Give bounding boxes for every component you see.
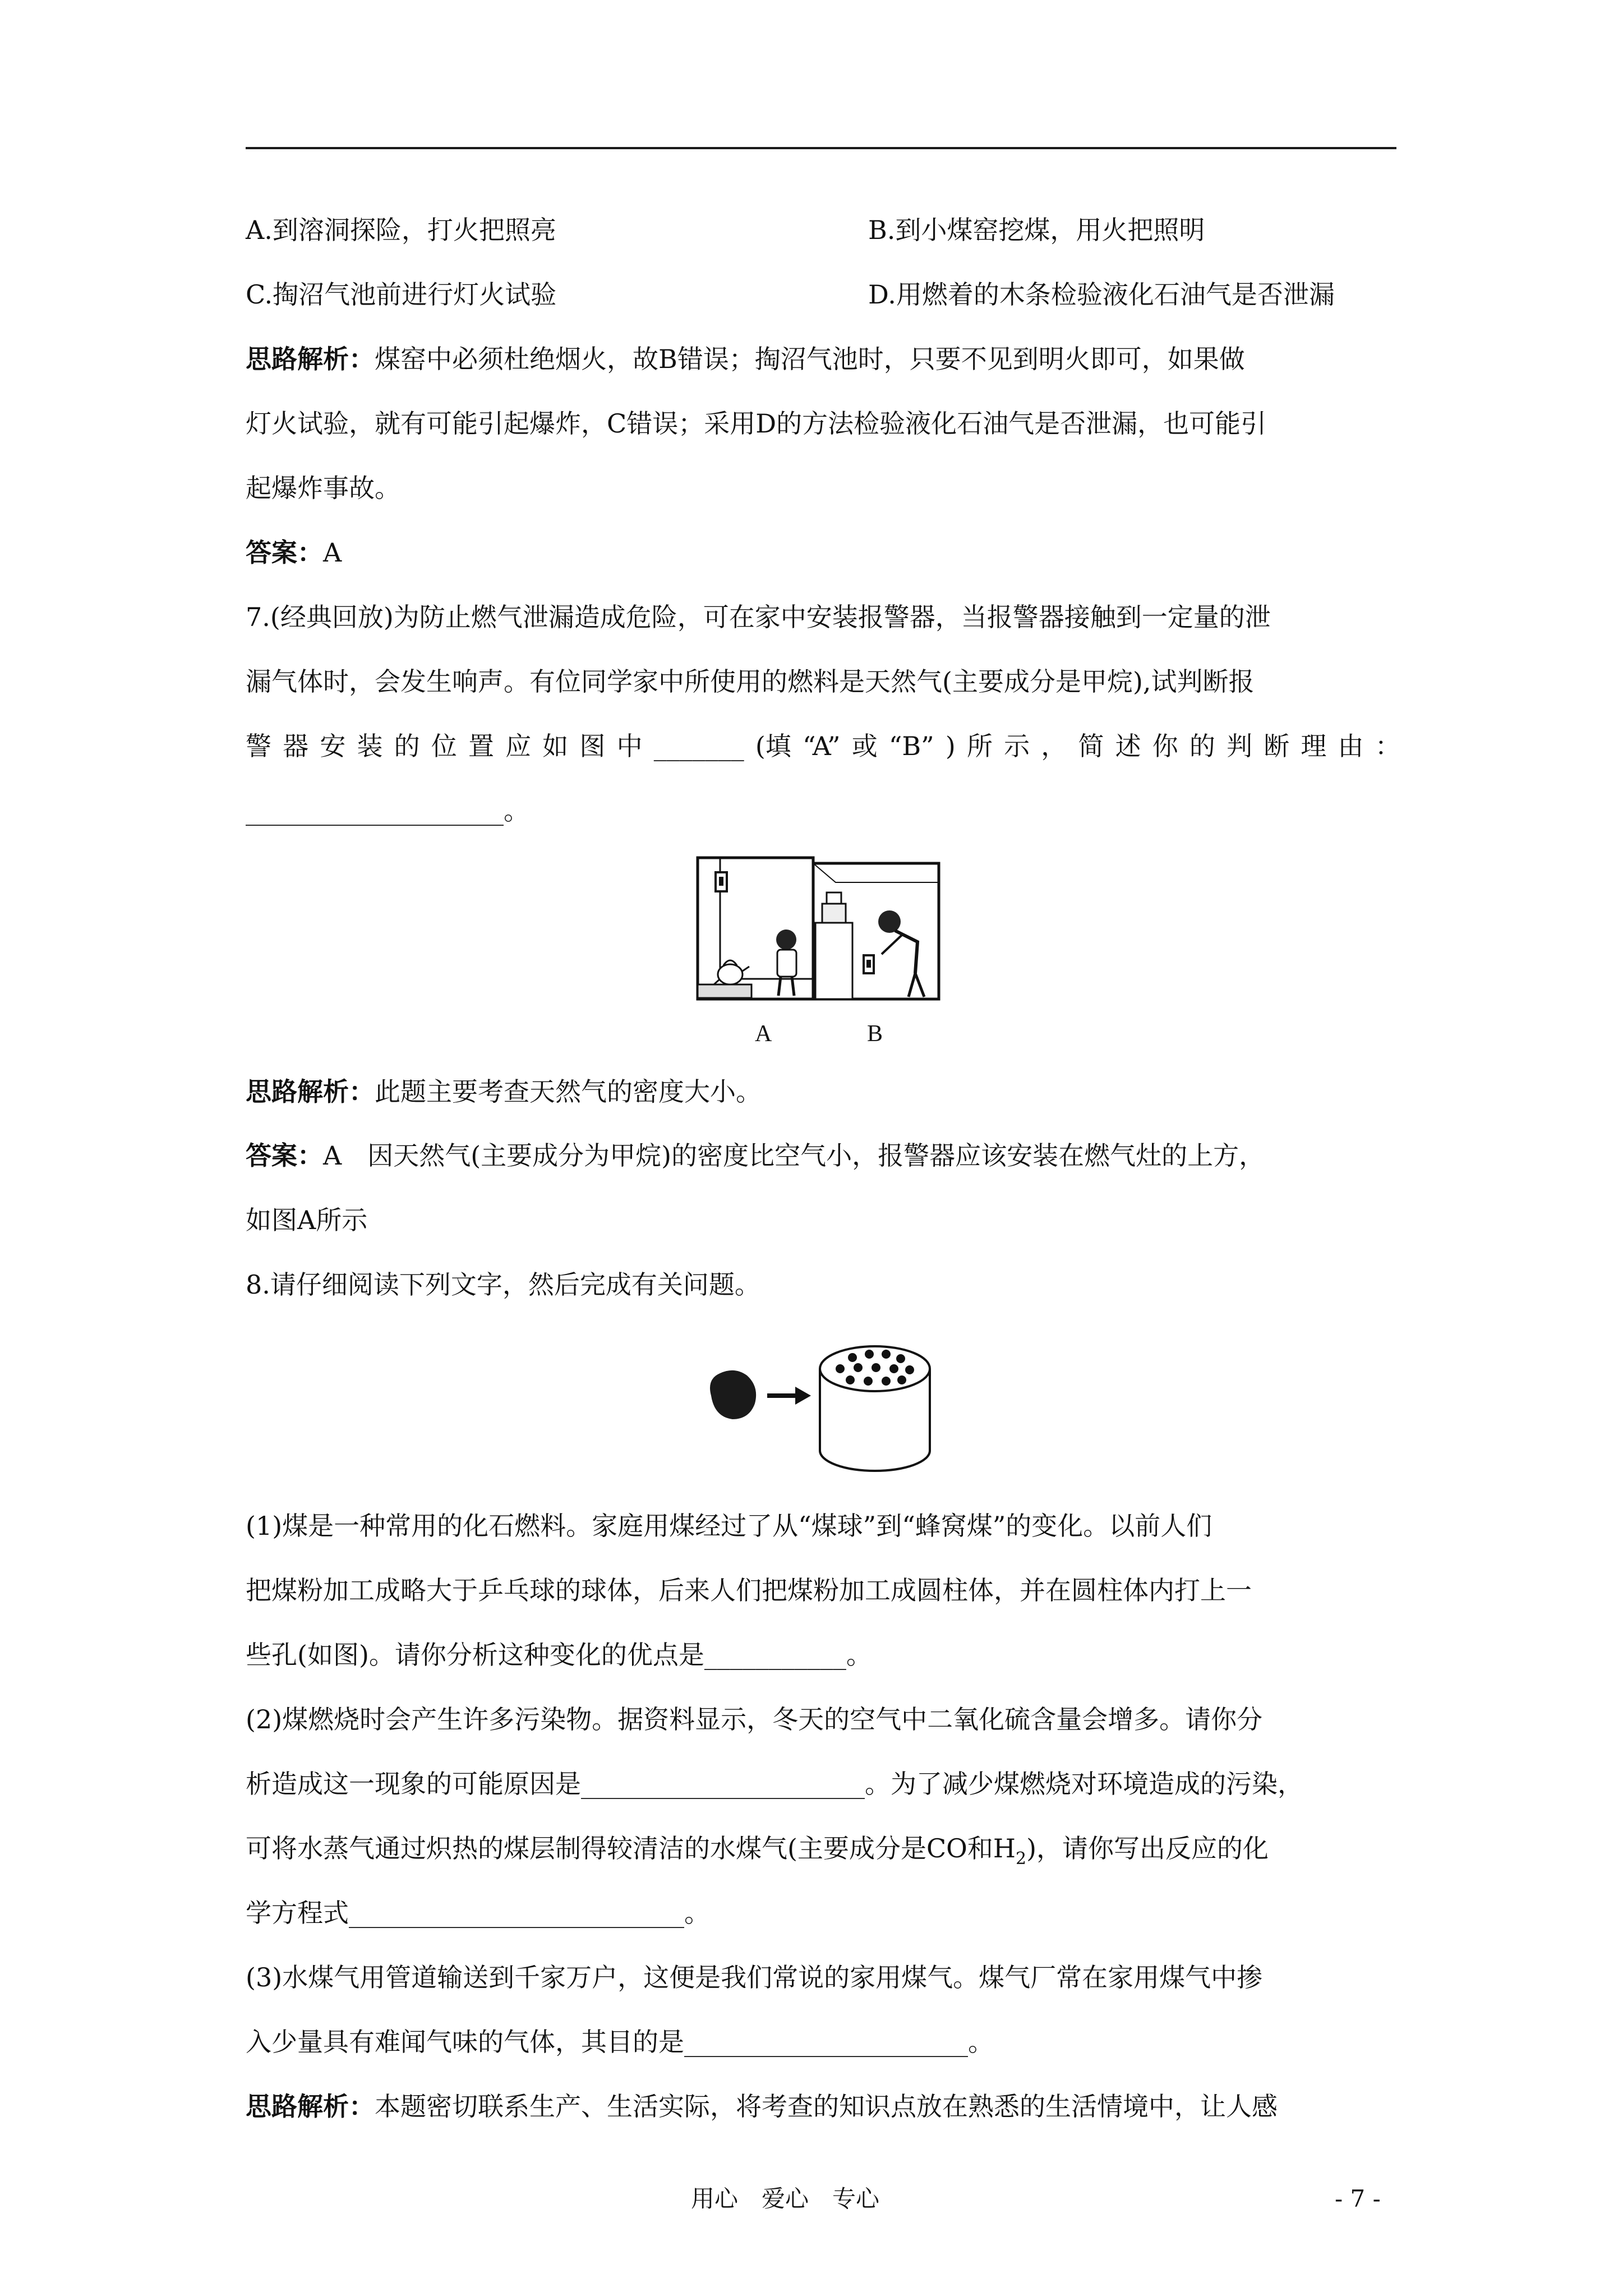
q6-answer <box>246 536 1401 569</box>
page-number: - 7 - <box>1335 2185 1381 2212</box>
q6-analysis-line-3: 起爆炸事故。 <box>246 473 400 503</box>
q6-analysis-line-2: 灯火试验，就有可能引起爆炸，C错误；采用D的方法检验液化石油气是否泄漏，也可能引 <box>246 408 1267 439</box>
footer-slogan: 用心 爱心 专心 <box>691 2185 880 2212</box>
q7-line-4-blank: ____________________。 <box>246 795 529 826</box>
subscript-2: 2 <box>1015 1849 1027 1869</box>
q6-analysis-label: 思路解析： <box>246 344 375 374</box>
kitchen-panel-b <box>813 863 939 999</box>
kitchen-alarm-figure <box>695 855 942 1007</box>
q8-part2-line-3: 可将水蒸气通过炽热的煤层制得较清洁的水煤气(主要成分是CO和$H_2$)，请你写出反应的化 <box>246 1833 1269 1869</box>
q7-analysis: 思路解析：此题主要考查天然气的密度大小。 <box>246 1076 762 1107</box>
q7-answer-label: 答案： <box>246 1140 323 1171</box>
q6-option-a: A.到溶洞探险，打火把照亮 <box>246 215 556 245</box>
header-rule <box>246 147 1396 149</box>
q8-intro: 8.请仔细阅读下列文字，然后完成有关问题。 <box>246 1269 760 1300</box>
q8-part2-line-4: 学方程式__________________________。 <box>246 1898 710 1928</box>
honeycomb-briquette-icon <box>820 1346 930 1471</box>
q8-part3-line-2: 入少量具有难闻气味的气体，其目的是______________________。 <box>246 2027 994 2057</box>
figure-label-a: A <box>755 1021 772 1047</box>
coal-ball-icon <box>710 1370 756 1419</box>
kitchen-panel-a <box>698 858 813 999</box>
q7-line-1: 7.(经典回放)为防止燃气泄漏造成危险，可在家中安装报警器，当报警器接触到一定量的泄 <box>246 602 1271 632</box>
q7-analysis-label: 思路解析： <box>246 1076 375 1107</box>
q7-line-3: 警 器 安 装 的 位 置 应 如 图 中 _______ (填 “A” 或 “B” ) 所 示 ， 简 述 你 的 判 断 理 由 ： <box>246 729 1401 763</box>
q8-part3-line-1: (3)水煤气用管道输送到千家万户，这便是我们常说的家用煤气。煤气厂常在家用煤气中掺 <box>246 1962 1263 1993</box>
q6-option-d: D.用燃着的木条检验液化石油气是否泄漏 <box>868 279 1335 310</box>
q6-answer-label: 答案： <box>246 537 323 568</box>
q6-answer-value: A <box>323 537 342 568</box>
q7-line-2: 漏气体时，会发生响声。有位同学家中所使用的燃料是天然气(主要成分是甲烷),试判断报 <box>246 666 1255 697</box>
q6-options-row-2 <box>246 278 1401 311</box>
q7-answer-line-2: 如图A所示 <box>246 1205 368 1235</box>
q8-analysis-label: 思路解析： <box>246 2091 375 2122</box>
q8-part1-line-3: 些孔(如图)。请你分析这种变化的优点是___________。 <box>246 1640 872 1670</box>
q7-answer-line-1: 答案：A 因天然气(主要成分为甲烷)的密度比空气小，报警器应该安装在燃气灶的上方， <box>246 1140 1265 1171</box>
q8-part2-line-2: 析造成这一现象的可能原因是______________________。为了减少煤燃烧对环境造成的污染， <box>246 1769 1303 1799</box>
q6-option-b: B.到小煤窑挖煤，用火把照明 <box>868 215 1205 245</box>
coal-briquette-figure <box>701 1335 948 1481</box>
q8-part2-line-1: (2)煤燃烧时会产生许多污染物。据资料显示，冬天的空气中二氧化硫含量会增多。请你分 <box>246 1704 1263 1734</box>
q7-blank-1: _______ <box>653 731 744 761</box>
q6-options-row-1 <box>246 213 1401 247</box>
q8-part1-line-1: (1)煤是一种常用的化石燃料。家庭用煤经过了从“煤球”到“蜂窝煤”的变化。以前人们 <box>246 1511 1212 1541</box>
q8-analysis: 思路解析：本题密切联系生产、生活实际，将考查的知识点放在熟悉的生活情境中，让人感 <box>246 2091 1278 2122</box>
q6-option-c: C.掏沼气池前进行灯火试验 <box>246 279 557 310</box>
q6-analysis-line-1: 思路解析：煤窑中必须杜绝烟火，故B错误；掏沼气池时，只要不见到明火即可，如果做 <box>246 344 1245 374</box>
figure-label-b: B <box>867 1021 883 1047</box>
q8-part1-line-2: 把煤粉加工成略大于乒乓球的球体，后来人们把煤粉加工成圆柱体，并在圆柱体内打上一 <box>246 1575 1252 1605</box>
